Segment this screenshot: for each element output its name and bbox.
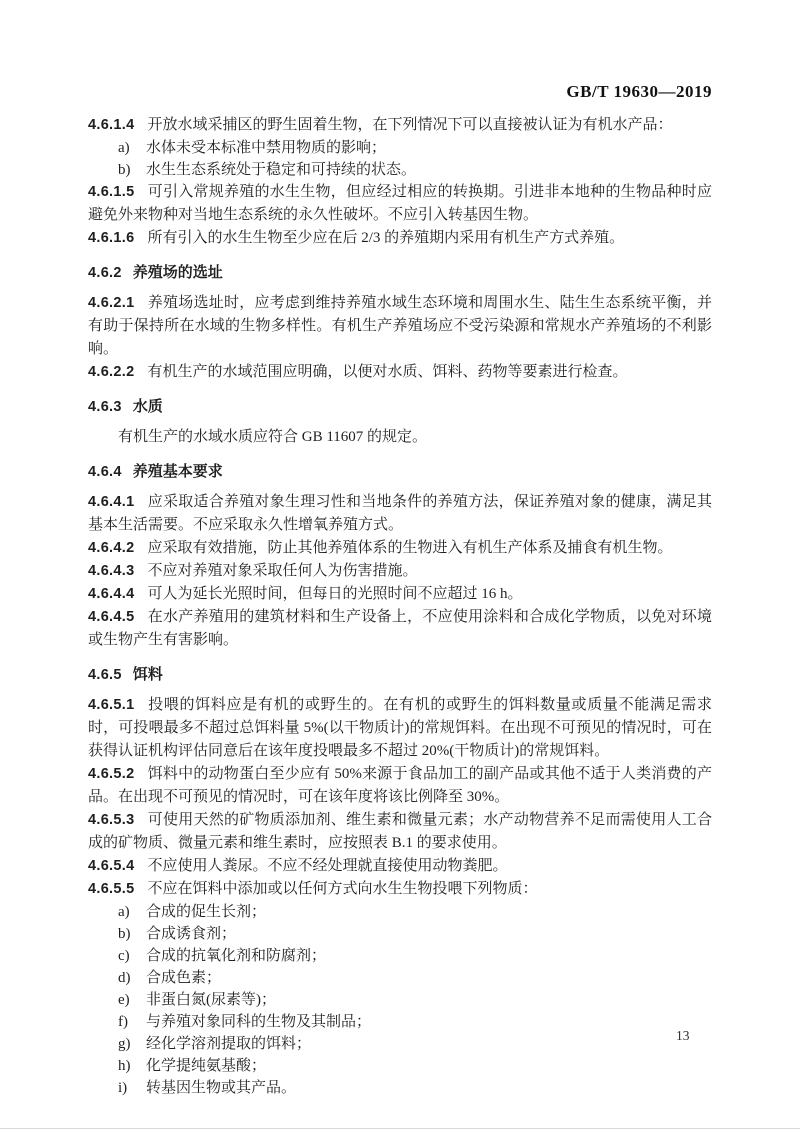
list-marker: i) xyxy=(118,1080,128,1096)
clause-paragraph xyxy=(88,114,712,137)
list-marker: d) xyxy=(118,970,131,986)
clause-number: 4.6.1.4 xyxy=(88,117,135,133)
clause-text: 可人为延长光照时间，但每日的光照时间不应超过 16 h。 xyxy=(147,586,523,602)
clause-number: 4.6.4.5 xyxy=(88,609,135,625)
clause-paragraph xyxy=(88,560,712,583)
heading-number: 4.6.5 xyxy=(88,667,122,683)
heading-number: 4.6.2 xyxy=(88,265,122,281)
clause-text: 在水产养殖用的建筑材料和生产设备上，不应使用涂料和合成化学物质，以免对环境或生物产生有害影响。 xyxy=(88,609,712,648)
clause-paragraph xyxy=(88,227,712,250)
clause-number: 4.6.1.6 xyxy=(88,230,135,246)
clause-text: 不应使用人粪尿。不应不经处理就直接使用动物粪肥。 xyxy=(147,858,508,874)
clause-paragraph xyxy=(88,694,712,763)
clause-paragraph xyxy=(88,292,712,361)
clause-number: 4.6.5.3 xyxy=(88,812,135,828)
list-item xyxy=(88,137,712,159)
clause-paragraph xyxy=(88,855,712,878)
clause-text: 不应在饵料中添加或以任何方式向水生生物投喂下列物质： xyxy=(147,881,538,897)
list-text: 合成诱食剂； xyxy=(146,926,237,942)
list-item xyxy=(88,901,712,923)
page-number: 13 xyxy=(676,1028,690,1043)
clause-text: 可使用天然的矿物质添加剂、维生素和微量元素；水产动物营养不足而需使用人工合成的矿物质、微量元素和维生素时，应按照表 B.1 的要求使用。 xyxy=(88,812,712,851)
clause-text: 不应对养殖对象采取任何人为伤害措施。 xyxy=(147,563,418,579)
list-text: 水体未受本标准中禁用物质的影响； xyxy=(146,140,387,156)
list-item xyxy=(88,159,712,181)
clause-paragraph xyxy=(88,361,712,384)
heading-text: 饵料 xyxy=(132,666,163,683)
list-item xyxy=(88,1033,712,1055)
list-text: 化学提纯氨基酸； xyxy=(146,1058,267,1074)
list-marker: b) xyxy=(118,926,131,942)
list-marker: h) xyxy=(118,1058,131,1074)
scan-edge xyxy=(0,1128,800,1129)
clause-text: 养殖场选址时，应考虑到维持养殖水域生态环境和周围水生、陆生生态系统平衡，并有助于保持所在水域的生物多样性。有机生产养殖场应不受污染源和常规水产养殖场的不利影响。 xyxy=(88,295,712,357)
list-item xyxy=(88,923,712,945)
list-marker: b) xyxy=(118,162,131,178)
clause-number: 4.6.5.1 xyxy=(88,697,135,713)
list-marker: a) xyxy=(118,140,130,156)
clause-number: 4.6.2.2 xyxy=(88,364,135,380)
clause-number: 4.6.4.4 xyxy=(88,586,135,602)
clause-text: 应采取有效措施，防止其他养殖体系的生物进入有机生产体系及捕食有机生物。 xyxy=(147,540,673,556)
list-marker: f) xyxy=(118,1014,128,1030)
list-text: 经化学溶剂提取的饵料； xyxy=(146,1036,312,1052)
heading-number: 4.6.3 xyxy=(88,399,122,415)
clause-paragraph xyxy=(88,537,712,560)
heading-text: 养殖基本要求 xyxy=(132,463,223,480)
clause-paragraph xyxy=(88,878,712,901)
clause-paragraph xyxy=(88,491,712,537)
list-marker: g) xyxy=(118,1036,131,1052)
clause-number: 4.6.4.2 xyxy=(88,540,135,556)
list-item xyxy=(88,1077,712,1099)
clause-number: 4.6.1.5 xyxy=(88,184,135,200)
clause-paragraph xyxy=(88,583,712,606)
clause-text: 应采取适合养殖对象生理习性和当地条件的养殖方法，保证养殖对象的健康，满足其基本生活需要。不应采取永久性增氧养殖方式。 xyxy=(88,494,712,533)
list-marker: c) xyxy=(118,948,130,964)
section-heading xyxy=(88,261,712,285)
list-item xyxy=(88,967,712,989)
list-item xyxy=(88,1055,712,1077)
list-text: 合成色素； xyxy=(146,970,222,986)
list-item xyxy=(88,945,712,967)
list-text: 合成的抗氧化剂和防腐剂； xyxy=(146,948,327,964)
body-paragraph: 有机生产的水域水质应符合 GB 11607 的规定。 xyxy=(118,429,428,445)
clause-text: 饵料中的动物蛋白至少应有 50%来源于食品加工的副产品或其他不适于人类消费的产品。在出现不可预见的情况时，可在该年度将该比例降至 30%。 xyxy=(88,766,712,805)
list-item xyxy=(88,1011,712,1033)
clause-text: 投喂的饵料应是有机的或野生的。在有机的或野生的饵料数量或质量不能满足需求时，可投喂最多不超过总饵料量 5%(以干物质计)的常规饵料。在出现不可预见的情况时，可在获得认证机构评估同意后在该年度投喂最多不超过 20%(干物质计)的常规饵料。 xyxy=(88,697,712,759)
section-heading xyxy=(88,395,712,419)
page-content xyxy=(88,82,712,1099)
clause-text: 开放水域采捕区的野生固着生物，在下列情况下可以直接被认证为有机水产品： xyxy=(147,117,673,133)
clause-number: 4.6.5.5 xyxy=(88,881,135,897)
heading-number: 4.6.4 xyxy=(88,464,122,480)
clause-number: 4.6.4.3 xyxy=(88,563,135,579)
heading-text: 养殖场的选址 xyxy=(132,264,223,281)
section-heading xyxy=(88,460,712,484)
clause-paragraph xyxy=(88,763,712,809)
list-text: 转基因生物或其产品。 xyxy=(146,1080,297,1096)
heading-text: 水质 xyxy=(132,398,163,415)
clause-number: 4.6.5.4 xyxy=(88,858,135,874)
section-heading xyxy=(88,663,712,687)
list-text: 水生生态系统处于稳定和可持续的状态。 xyxy=(146,162,417,178)
list-marker: a) xyxy=(118,904,130,920)
clause-text: 可引入常规养殖的水生生物，但应经过相应的转换期。引进非本地种的生物品种时应避免外来物种对当地生态系统的永久性破坏。不应引入转基因生物。 xyxy=(88,184,712,223)
clause-number: 4.6.4.1 xyxy=(88,494,135,510)
standard-code: GB/T 19630—2019 xyxy=(566,82,712,101)
clause-number: 4.6.2.1 xyxy=(88,295,135,311)
list-text: 与养殖对象同科的生物及其制品； xyxy=(146,1014,372,1030)
clause-paragraph xyxy=(88,809,712,855)
list-marker: e) xyxy=(118,992,130,1008)
list-text: 非蛋白氮(尿素等)； xyxy=(146,992,276,1008)
clause-text: 所有引入的水生生物至少应在后 2/3 的养殖期内采用有机生产方式养殖。 xyxy=(147,230,625,246)
clause-number: 4.6.5.2 xyxy=(88,766,135,782)
clauses-container xyxy=(88,114,712,1099)
list-text: 合成的促生长剂； xyxy=(146,904,267,920)
clause-paragraph xyxy=(88,606,712,652)
clause-text: 有机生产的水域范围应明确，以便对水质、饵料、药物等要素进行检查。 xyxy=(147,364,628,380)
list-item xyxy=(88,989,712,1011)
clause-paragraph xyxy=(88,181,712,227)
